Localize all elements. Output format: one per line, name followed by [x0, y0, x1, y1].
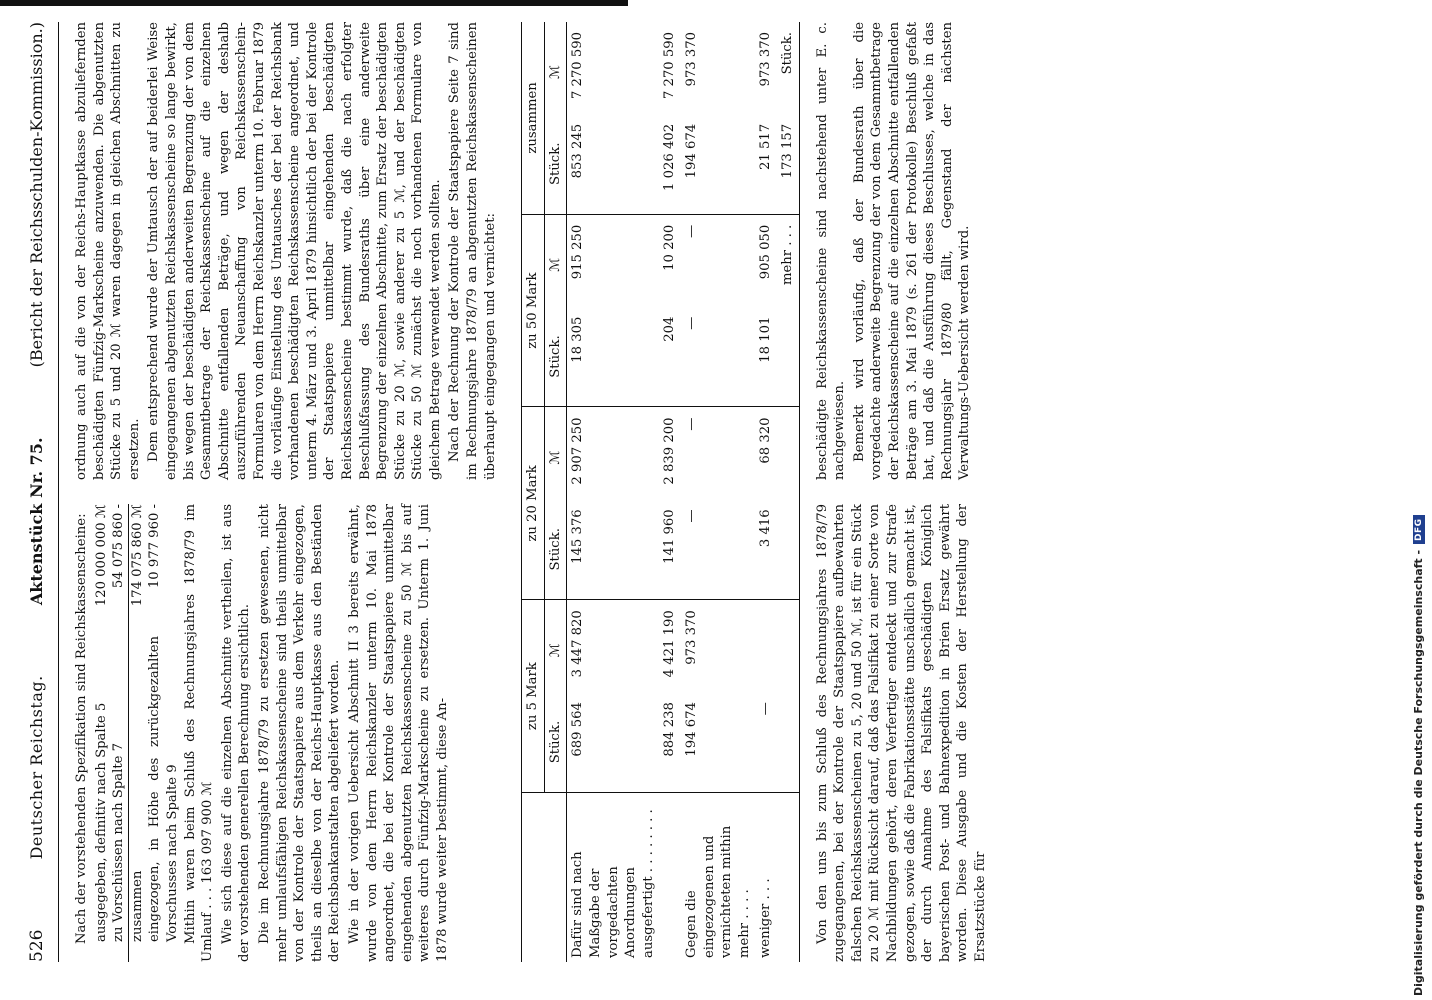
- marks-value: 973 370: [758, 32, 774, 87]
- pieces-value: 884 238: [662, 702, 678, 757]
- page-header: [28, 22, 59, 962]
- pieces-value: 141 960: [662, 509, 678, 564]
- text-columns: [73, 22, 501, 962]
- spec-row: [128, 504, 147, 962]
- pieces-value: [779, 311, 797, 403]
- watermark-text: Digitalisierung gefördert durch die Deutsche Forschungsgemeinschaft -: [1412, 549, 1425, 996]
- table-corner: [545, 792, 567, 962]
- marks-value: 3 447 820: [570, 610, 586, 678]
- table-subheader-row: [545, 22, 568, 962]
- table-body: [567, 22, 798, 962]
- value-group: [755, 407, 777, 600]
- table-row: [659, 22, 681, 962]
- value-group: [755, 22, 777, 214]
- circulation-result: Mithin waren beim Schluß des Rechnungsjahres 1878/79 im Umlauf . . . 163 097 900 ℳ: [182, 504, 216, 962]
- marks-value: 973 370: [684, 610, 699, 665]
- banknote-table: [521, 22, 799, 962]
- spec-amount: 120 000 000 ℳ: [93, 504, 109, 607]
- pieces-value: 1 026 402: [662, 123, 678, 191]
- marks-value: 4 421 190: [662, 610, 678, 678]
- value-group: [755, 214, 777, 407]
- col-pieces: Stück.: [547, 335, 563, 378]
- marks-value: 973 370: [684, 32, 699, 87]
- page-number: 526: [27, 929, 47, 962]
- pieces-value: 689 564: [570, 702, 586, 757]
- marks-value: [757, 604, 775, 696]
- table-row: [567, 22, 659, 962]
- paragraph: Nach der Rechnung der Kontrole der Staatspapiere Seite 7 sind im Rechnungsjahre 1878/79 an abgenutzten Reichskassenscheinen überhaupt eingegangen und vernichtet:: [447, 22, 498, 480]
- value-group: [777, 407, 799, 600]
- group-header: zu 20 Mark: [522, 407, 545, 600]
- report-title: (Bericht der Reichsschulden-Kommission.): [27, 22, 46, 368]
- pieces-value: —: [684, 509, 699, 523]
- pieces-value: 3 416: [758, 509, 774, 548]
- dfg-logo: DFG: [1413, 515, 1425, 544]
- marks-value: 2 839 200: [662, 417, 678, 485]
- spec-row: [110, 504, 128, 962]
- subheader-group: [545, 22, 567, 214]
- table-row: [681, 22, 755, 962]
- value-group: [681, 214, 755, 407]
- marks-value: mehr . . .: [779, 224, 795, 286]
- col-pieces: Stück.: [547, 142, 563, 186]
- paragraph: Von den uns bis zum Schluß des Rechnungsjahres 1878/79 zugegangenen, bei der Kontrole der Staatspapiere aufbewahrten falschen Reichskassenscheinen zu 5, 20 und 50 ℳ, ist für ein Stück zu 20 ℳ mit Rücksicht darauf, daß das Falsifikat zu einer Sorte von Nachbildungen gehört, deren Verfertiger entdeckt und zur Strafe gezogen, sowie daß die Fabrikationsstätte unschädlich gemacht ist, der durch Annahme des Falsifikats geschädigten Königlich bayerischen Post- und Bahnexpedition in Brien Ersatz gewährt worden. Diese Ausgabe und die Kosten der Herstellung der Ersatzstücke für: [814, 504, 988, 962]
- marks-value: 915 250: [570, 224, 586, 280]
- spec-amount: 54 075 860 -: [111, 504, 127, 589]
- pieces-value: 18 305: [570, 316, 586, 363]
- pieces-value: 194 674: [684, 123, 699, 179]
- spec-intro: Nach der vorstehenden Spezifikation sind Reichskassenscheine:: [74, 513, 89, 944]
- marks-value: 7 270 590: [662, 32, 678, 100]
- digitization-watermark: [1412, 6, 1425, 996]
- value-group: [659, 599, 681, 792]
- pieces-value: 21 517: [758, 123, 774, 171]
- right-column: [73, 22, 501, 480]
- paragraph: Wie in der vorigen Uebersicht Abschnitt II 3 bereits erwähnt, wurde von dem Herrn Reichskanzler unterm 10. Mai 1878 angeordnet, die bei der Kontrole der Staatspapiere unmittelbar eingehenden abgenutzten Reichskassenscheine zu 50 ℳ bis auf weiteres durch Fünfzig-Markscheine zu ersetzen. Unterm 1. Juni 1878 wurde weiter bestimmt, diese An-: [346, 504, 450, 962]
- marks-value: [779, 604, 797, 696]
- col-marks: ℳ: [547, 257, 563, 272]
- row-label: weniger . . .: [755, 792, 777, 962]
- col-pieces: Stück.: [547, 528, 563, 571]
- paragraph: Wie sich diese auf die einzelnen Abschnitte vertheilen, ist aus der vorstehenden generellen Berechnung ersichtlich.: [219, 504, 253, 962]
- col-marks: ℳ: [547, 450, 563, 465]
- paragraph: Bemerkt wird vorläufig, daß der Bundesrath über die vorgedachte anderweite Begrenzung der von dem Gesammtbetrage der Reichskassenscheine auf die einzelnen Abschnitte entfallenden Beträge am 3. Mai 1879 (s. 261 der Protokolle) Beschluß gefaßt hat, und daß die Ausführung dieses Beschlusses, welche in das Rechnungsjahr 1879/80 fällt, Gegenstand der nächsten Verwaltungs-Uebersicht werden wird.: [851, 22, 973, 480]
- pieces-value: 194 674: [684, 702, 699, 757]
- pieces-value: 18 101: [758, 316, 774, 363]
- group-header: zu 5 Mark: [522, 599, 545, 792]
- marks-value: [779, 412, 797, 504]
- marks-value: 2 907 250: [570, 417, 586, 485]
- marks-value: —: [684, 224, 699, 238]
- spec-label: ausgegeben, definitiv nach Spalte 5: [93, 702, 109, 942]
- document-number: Aktenstück Nr. 75.: [27, 437, 46, 606]
- spec-amount: 174 075 860 ℳ: [129, 504, 145, 607]
- value-group: [567, 22, 659, 214]
- col-marks: ℳ: [547, 64, 563, 79]
- value-group: [659, 22, 681, 214]
- spec-row: [146, 504, 181, 962]
- pieces-value: 173 157: [779, 123, 795, 179]
- marks-value: Stück.: [779, 32, 795, 75]
- table-header-row: [522, 22, 545, 962]
- pieces-value: [779, 503, 797, 595]
- spec-row: [93, 504, 111, 962]
- value-group: [567, 214, 659, 407]
- subheader-group: [545, 407, 567, 600]
- left-column: [73, 504, 501, 962]
- publication-title: Deutscher Reichstag.: [27, 675, 46, 860]
- marks-value: 905 050: [758, 224, 774, 280]
- paragraph: Dem entsprechend wurde der Umtausch der auf beiderlei Weise eingegangenen abgenutzten Reichskassenscheine so lange bewirkt, bis wegen der beschädigten anderweiten Begrenzung der von dem Gesammtbetrage der Reichskassenscheine auf die einzelnen Abschnitte entfallenden Beträge, und wegen der deshalb auszuführenden Neuanschaffung von Reichskassenschein-Formularen von dem Herrn Reichskanzler unterm 10. Februar 1879 die vorläufige Einstellung des Umtausches der bei der Reichsbank vorhandenen beschädigten Reichskassenscheine angeordnet, und unterm 4. März und 3. April 1879 hinsichtlich der bei der Kontrole der Staatspapiere unmittelbar eingehenden beschädigten Reichskassenscheine bestimmt wurde, daß die nach erfolgter Beschlußfassung des Bundesraths über eine anderweite Begrenzung der einzelnen Abschnitte, zum Ersatz der beschädigten Stücke zu 20 ℳ, sowie anderer zu 5 ℳ, und der beschädigten Stücke zu 50 ℳ zunächst die noch vorhandenen Formulare von gleichem Betrage verwendet werden sollten.: [146, 22, 443, 480]
- spec-label: zu Vorschüssen nach Spalte 7: [111, 742, 127, 942]
- value-group: [755, 599, 777, 792]
- group-header: zu 50 Mark: [522, 214, 545, 407]
- value-group: [681, 407, 755, 600]
- table-row: [755, 22, 777, 962]
- top-border-rule: [0, 0, 628, 6]
- table-row: [777, 22, 799, 962]
- pieces-value: 204: [662, 316, 678, 342]
- row-label: Gegen die eingezogenen und vernichteten mithin mehr . . . .: [681, 792, 755, 962]
- pieces-value: [779, 696, 797, 788]
- pieces-value: 853 245: [570, 123, 586, 179]
- bottom-right-column: [814, 22, 992, 480]
- paragraph: ordnung auch auf die von der Reichs-Hauptkasse abzuliefernden beschädigten Fünfzig-Markscheine anzuwenden. Die abgenutzten Stücke zu 5 und 20 ℳ waren dagegen in gleichen Abschnitten zu ersetzen.: [74, 22, 142, 480]
- row-label: Dafür sind nach Maßgabe der vorgedachten Anordnungen ausgefertigt . . . . . . . .: [567, 792, 659, 962]
- value-group: [681, 22, 755, 214]
- value-group: [567, 407, 659, 600]
- bottom-columns: [814, 22, 992, 962]
- group-header: zusammen: [522, 22, 545, 214]
- spec-label: zusammen: [129, 870, 145, 942]
- row-label: [659, 792, 681, 962]
- row-label: [777, 792, 799, 962]
- pieces-value: 145 376: [570, 509, 586, 564]
- value-group: [659, 407, 681, 600]
- spec-label: eingezogen, in Höhe des zurückgezahlten Vorschusses nach Spalte 9: [147, 636, 180, 942]
- pieces-value: —: [758, 702, 774, 716]
- value-group: [777, 214, 799, 407]
- table-corner: [522, 792, 545, 962]
- pieces-value: —: [684, 316, 699, 330]
- bottom-left-column: [814, 504, 992, 962]
- spec-amount: 10 977 960 -: [147, 504, 163, 589]
- value-group: [567, 599, 659, 792]
- value-group: [777, 22, 799, 214]
- paragraph: beschädigte Reichskassenscheine sind nachstehend unter E. c. nachgewiesen.: [814, 22, 848, 480]
- marks-value: 7 270 590: [570, 32, 586, 100]
- paragraph: Die im Rechnungsjahre 1878/79 zu ersetzen gewesenen, nicht mehr umlaufsfähigen Reichskassenscheine sind theils unmittelbar von der Kontrole der Staatspapiere aus dem Verkehr eingezogen, theils an dieselbe von der Reichs-Hauptkasse aus den Beständen der Reichsbankanstalten abgeliefert worden.: [256, 504, 343, 962]
- marks-value: —: [684, 417, 699, 431]
- col-pieces: Stück.: [547, 720, 563, 764]
- value-group: [777, 599, 799, 792]
- col-marks: ℳ: [547, 643, 563, 658]
- subheader-group: [545, 214, 567, 407]
- subheader-group: [545, 599, 567, 792]
- value-group: [681, 599, 755, 792]
- marks-value: 68 320: [758, 417, 774, 464]
- document-page: [28, 22, 1108, 962]
- value-group: [659, 214, 681, 407]
- marks-value: 10 200: [662, 224, 678, 271]
